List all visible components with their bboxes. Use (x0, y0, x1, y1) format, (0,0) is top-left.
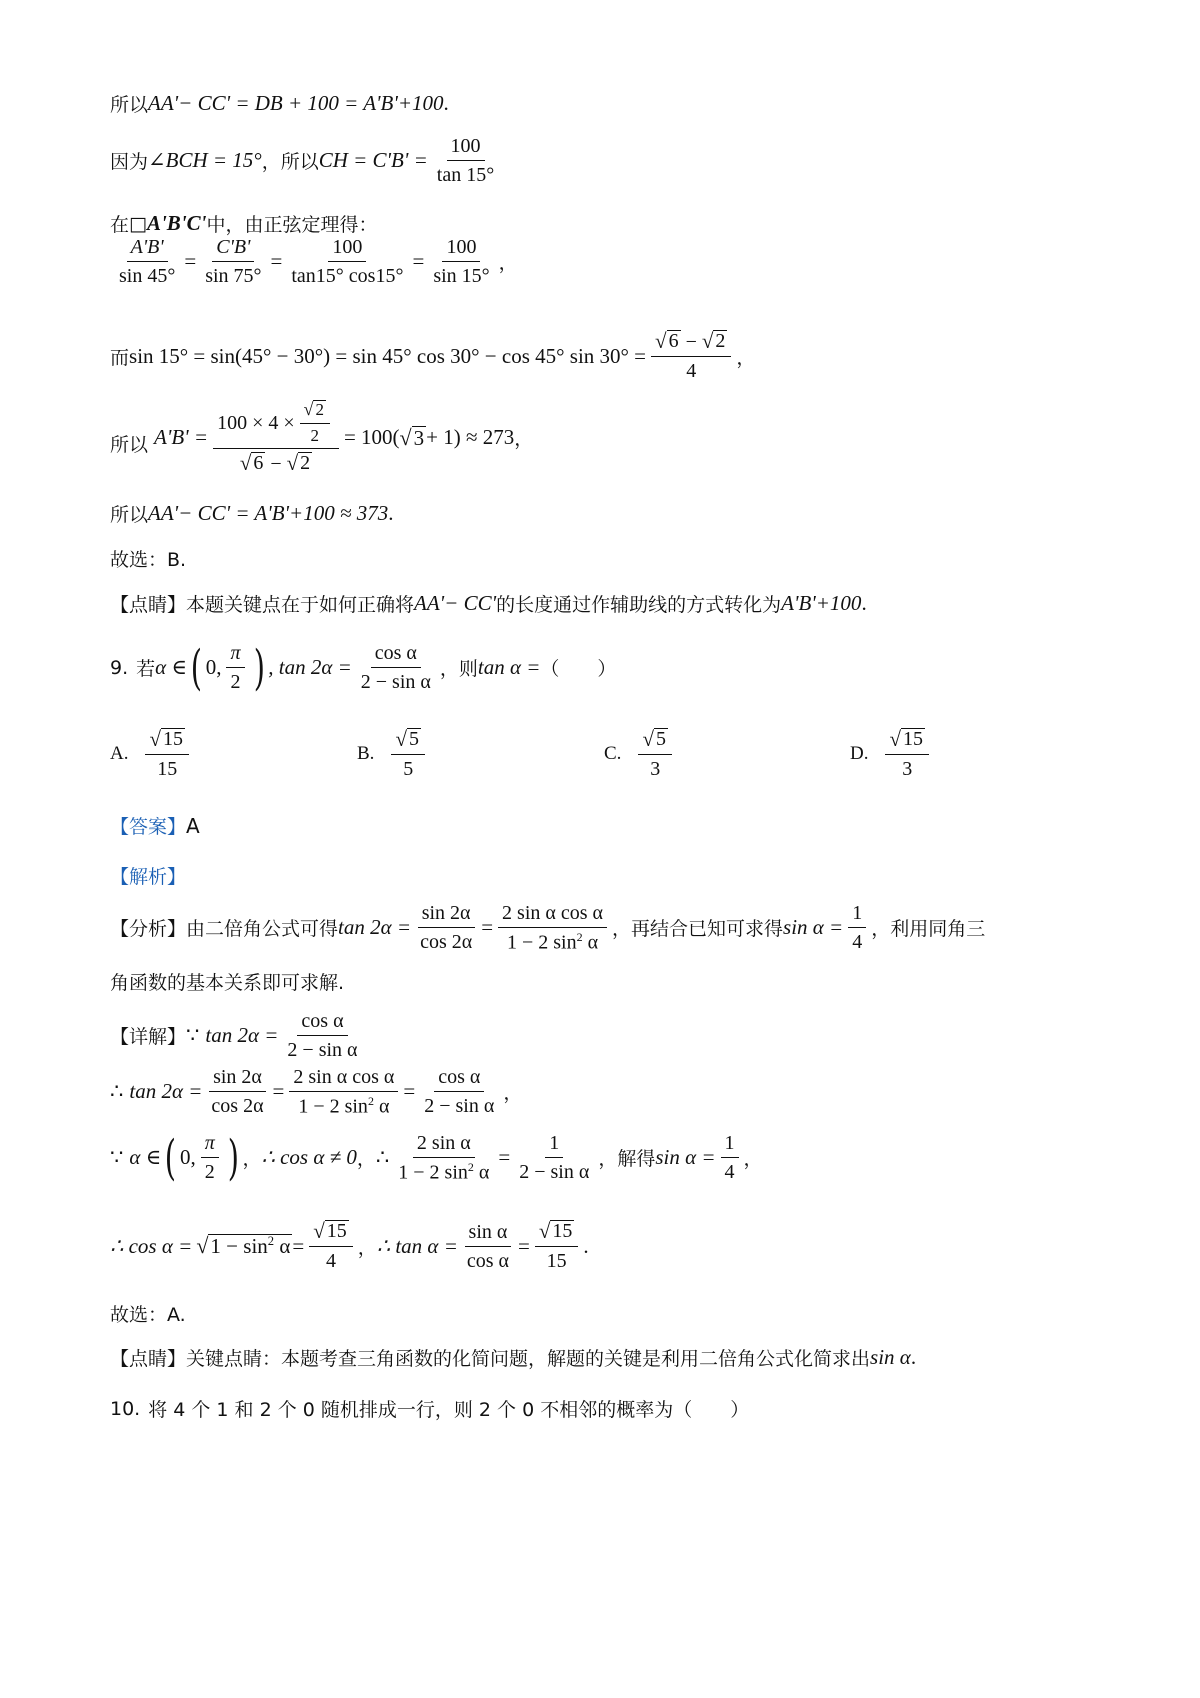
left-paren: ( (190, 639, 202, 696)
text: 故选：B. (110, 549, 187, 571)
text: ， (514, 428, 534, 451)
text: ， (498, 252, 518, 274)
note-line: 【点睛】 关键点睛：本题考查三角函数的化简问题，解题的关键是利用二倍角公式化简求出 sin α . (110, 1345, 917, 1370)
detail-line-1: 【详解】 ∵ tan 2α = $\frac{\text{cos α}}{\text{2 − sin α}}$ (110, 1010, 358, 1061)
math: AA'− CC' (414, 591, 497, 615)
text: ，所以 (261, 151, 319, 173)
option-d[interactable]: D. √ 15 3 (850, 728, 934, 780)
text: 中，由正弦定理得： (206, 214, 378, 236)
analysis-line-1: 【分析】 由二倍角公式可得 tan 2α = $\frac{\sin 2\alpha}{\cos 2\alpha}$ = $\frac{\text{2 sin α cos α}}{1 - 2 \sin^2 \alpha}$ ，再结合已知可求得 sin α = $\frac{1}{4}$ ，利用同角三 (110, 902, 986, 954)
text: 因为 (110, 151, 149, 173)
detail-line-2: ∴ tan 2α = $\frac{\sin 2\alpha}{\cos 2\alpha}$ = $\frac{\text{2 sin α cos α}}{1 - 2 \sin^2 \alpha}$ = $\frac{\text{cos α}}{\text{2 − sin α}}$ ， (110, 1066, 523, 1118)
text: 所以 (110, 94, 149, 116)
solution-line-6: 所以 A'B' = 100 × 4 × √ 2 2 √ 6 − √ 2 = 100( √ 3 + 1) ≈ 273 ， (110, 399, 534, 476)
question-10: 10. 将 4 个 1 和 2 个 0 随机排成一行，则 2 个 0 不相邻的概率为（ ） (110, 1397, 750, 1421)
triangle-symbol: □ (129, 212, 147, 235)
text: 所以 (110, 504, 149, 526)
punct: . (443, 91, 449, 115)
solution-line-2 (110, 135, 503, 186)
text: 若 (136, 658, 156, 680)
note-tag: 【点睛】 (110, 594, 187, 616)
analysis-tag-line (110, 862, 186, 889)
solution-line-4 (110, 236, 518, 287)
equals: = (270, 249, 283, 273)
solution-line-1 (110, 90, 449, 117)
fraction: $\frac{100}{\sin 15^\circ}$ (433, 236, 490, 287)
analysis-line-2: 角函数的基本关系即可求解. (110, 972, 345, 994)
math: A'B'C' (146, 211, 207, 235)
math: α ∈ (155, 655, 187, 679)
option-c[interactable]: C. √ 5 3 (604, 728, 677, 780)
fraction: √ 6 − √ 2 4 (651, 330, 731, 382)
analysis-tag: 【解析】 (110, 866, 187, 888)
fraction: 100 × 4 × √ 2 2 √ 6 − √ 2 (213, 400, 339, 475)
question-number: 9. (110, 656, 129, 679)
solution-line-5 (110, 330, 755, 382)
equals: = (412, 249, 425, 273)
math: A'B' = (154, 425, 209, 450)
text: ， (736, 346, 756, 369)
math: sin 15° = sin(45° − 30°) = sin 45° cos 30° − cos 45° sin 30° = (129, 343, 647, 368)
fraction: $\frac{C'B'}{\sin 75^\circ}$ (205, 236, 262, 287)
option-a[interactable]: A. √ 15 15 (110, 728, 194, 780)
solution-line-8 (110, 545, 186, 572)
answer-value: A (186, 813, 200, 838)
fraction: $\frac{\pi}{2}$ (226, 642, 244, 693)
text: 本题关键点在于如何正确将 (186, 594, 415, 616)
math: ∠BCH = 15° (148, 148, 262, 172)
fraction: $\frac{100}{\tan 15^\circ}$ (436, 135, 495, 186)
answer-line (110, 812, 200, 839)
math: A'B'+100 (781, 591, 862, 615)
fraction: $\frac{100}{\tan 15^\circ \cos 15^\circ}$ (291, 236, 404, 287)
question-number: 10. (110, 1397, 141, 1420)
choose-line: 故选：A. (110, 1304, 186, 1326)
text: 而 (110, 346, 130, 369)
fraction: $\frac{\text{cos α}}{\text{2 − sin α}}$ (360, 642, 431, 693)
solution-note: 【点睛】 本题关键点在于如何正确将 AA'− CC' 的长度通过作辅助线的方式转化为 A'B'+100 . (110, 591, 867, 616)
detail-line-4: ∴ cos α = √ $1 - \sin^2 \alpha$ = √ 15 4 ， ∴ tan α = $\frac{\text{sin α}}{\text{cos α}}$ = √ 15 15 . (110, 1219, 589, 1272)
math: AA'− CC' = DB + 100 = A'B'+100 (148, 91, 444, 115)
detail-line-3: ∵ α ∈ ( 0, $\frac{\pi}{2}$ ) ， ∴ cos α ≠ 0 ， ∴ $\frac{\text{2 sin α}}{1 - 2 \sin^2 \alpha}$ = $\frac{1}{\text{2 − sin α}}$ ，解得 sin α = $\frac{1}{4}$ ， (110, 1129, 763, 1186)
math: AA'− CC' = A'B'+100 ≈ 373 (148, 501, 389, 525)
solution-line-7 (110, 500, 393, 527)
text: 在 (110, 214, 130, 236)
solution-line-3 (110, 210, 378, 237)
text: 的长度通过作辅助线的方式转化为 (496, 594, 782, 616)
option-b[interactable]: B. √ 5 5 (357, 728, 430, 780)
fraction: $\frac{A'B'}{\sin 45^\circ}$ (119, 236, 176, 287)
equals: = (184, 249, 197, 273)
punct: . (388, 501, 394, 525)
question-9: 9. 若 α ∈ ( 0, $\frac{\pi}{2}$ ) , tan 2α = $\frac{\text{cos α}}{\text{2 − sin α}}$ ，则 tan α = （ ） (110, 639, 617, 696)
math: CH = C'B' = (318, 148, 428, 172)
text: 所以 (110, 434, 149, 456)
answer-tag: 【答案】 (110, 816, 187, 838)
right-paren: ) (253, 639, 265, 696)
